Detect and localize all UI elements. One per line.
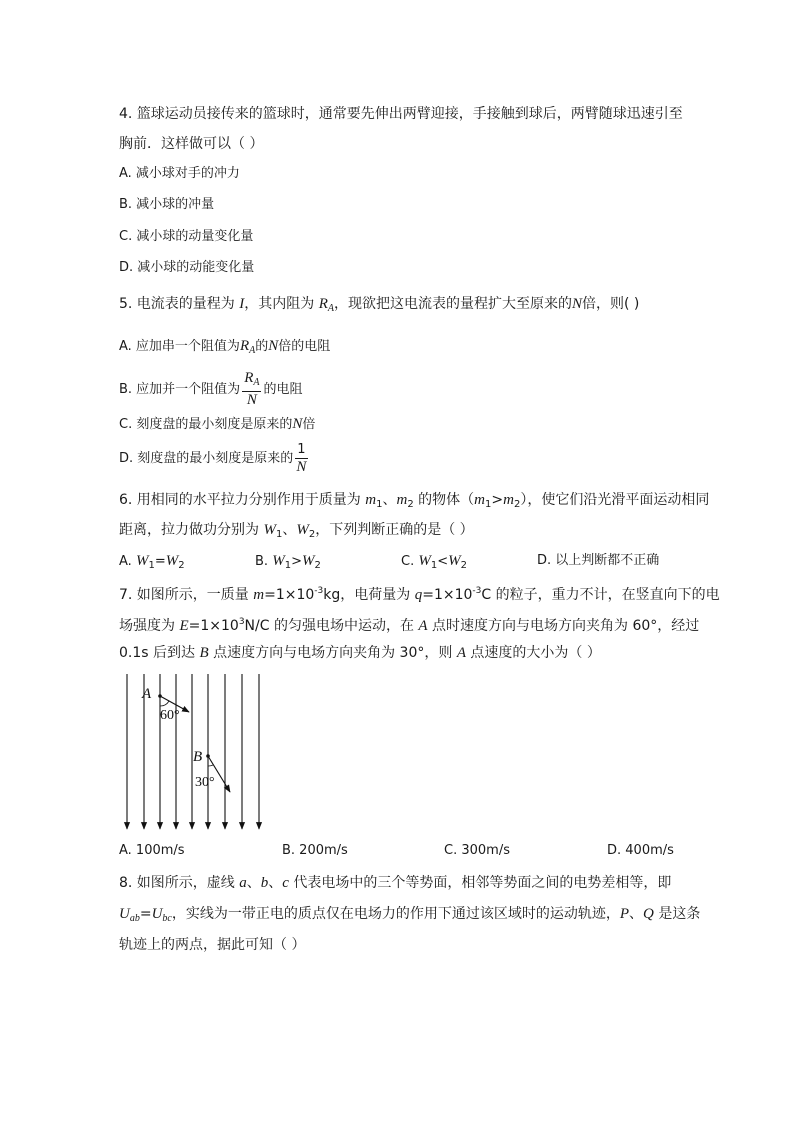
q4-option-a: A. 减小球对手的冲力 xyxy=(119,166,240,181)
fraction-ra-over-n: $\frac{R_A}{N}$ xyxy=(244,370,260,408)
electric-field-diagram xyxy=(118,672,268,832)
q7-option-b: B. 200m/s xyxy=(282,843,348,858)
q7-stem-line1: 7. 如图所示，一质量 $m=1\times 10^{-3}kg$，电荷量为 $q=1\times 10^{-3}C$ 的粒子，重力不计，在竖直向下的电 xyxy=(119,586,720,603)
q5-stem: 5. 电流表的量程为 I，其内阻为 $R_A$，现欲把这电流表的量程扩大至原来的N倍，则( ) xyxy=(119,296,640,314)
q5-option-d: D. 刻度盘的最小刻度是原来的 $\frac{1}{N}$ xyxy=(119,442,307,475)
q7-stem-line3: 0.1s 后到达 B 点速度方向与电场方向夹角为 30°，则 A 点速度的大小为（ ） xyxy=(119,645,601,661)
angle-arc-b xyxy=(208,765,213,766)
angle-label-60: 60° xyxy=(160,708,180,723)
q7-option-a: A. 100m/s xyxy=(119,843,185,858)
label-a: A xyxy=(142,686,152,702)
label-b: B xyxy=(193,749,203,765)
q6-option-a: A. $W_1=W_2$ xyxy=(119,553,185,571)
q7-option-c: C. 300m/s xyxy=(444,843,510,858)
q4-option-c: C. 减小球的动量变化量 xyxy=(119,229,254,244)
var-I: I xyxy=(239,296,245,312)
q4-stem-line2: 胸前．这样做可以（ ） xyxy=(119,136,264,152)
q5-option-a: A. 应加串一个阻值为$R_A$的N倍的电阻 xyxy=(119,338,331,356)
q5-option-c: C. 刻度盘的最小刻度是原来的N倍 xyxy=(119,416,316,432)
q8-stem-line2: $U_{ab}=U_{bc}$，实线为一带正电的质点仅在电场力的作用下通过该区域时的运动轨迹，P、Q 是这条 xyxy=(119,906,701,924)
q7-option-d: D. 400m/s xyxy=(607,843,674,858)
angle-arc-a xyxy=(160,701,169,706)
q6-option-c: C. $W_1<W_2$ xyxy=(401,553,467,571)
fraction-one-over-n: $\frac{1}{N}$ xyxy=(296,442,307,475)
q4-option-d: D. 减小球的动能变化量 xyxy=(119,260,255,275)
var-R: R xyxy=(318,296,328,312)
q7-stem-line2: 场强度为 $E=1\times 10^3N/C$ 的匀强电场中运动，在 A 点时速度方向与电场方向夹角为 60°，经过 xyxy=(119,617,700,634)
q6-stem-line2: 距离，拉力做功分别为 $W_1$、$W_2$，下列判断正确的是（ ） xyxy=(119,522,474,540)
q8-stem-line3: 轨迹上的两点，据此可知（ ） xyxy=(119,937,306,953)
q6-stem-line1: 6. 用相同的水平拉力分别作用于质量为 $m_1$、$m_2$ 的物体$(m_1>m_2)$，使它们沿光滑平面运动相同 xyxy=(119,492,710,510)
q6-option-d: D. 以上判断都不正确 xyxy=(537,553,660,568)
var-N: N xyxy=(572,296,583,312)
q4-option-b: B. 减小球的冲量 xyxy=(119,197,215,212)
q4-stem-line1: 4. 篮球运动员接传来的篮球时，通常要先伸出两臂迎接，手接触到球后，两臂随球迅速引至 xyxy=(119,106,683,122)
q8-stem-line1: 8. 如图所示，虚线 a、b、c 代表电场中的三个等势面，相邻等势面之间的电势差相等，即 xyxy=(119,875,672,891)
angle-label-30: 30° xyxy=(195,775,215,790)
q6-option-b: B. $W_1>W_2$ xyxy=(255,553,321,571)
q5-option-b: B. 应加并一个阻值为 $\frac{R_A}{N}$ 的电阻 xyxy=(119,370,303,408)
